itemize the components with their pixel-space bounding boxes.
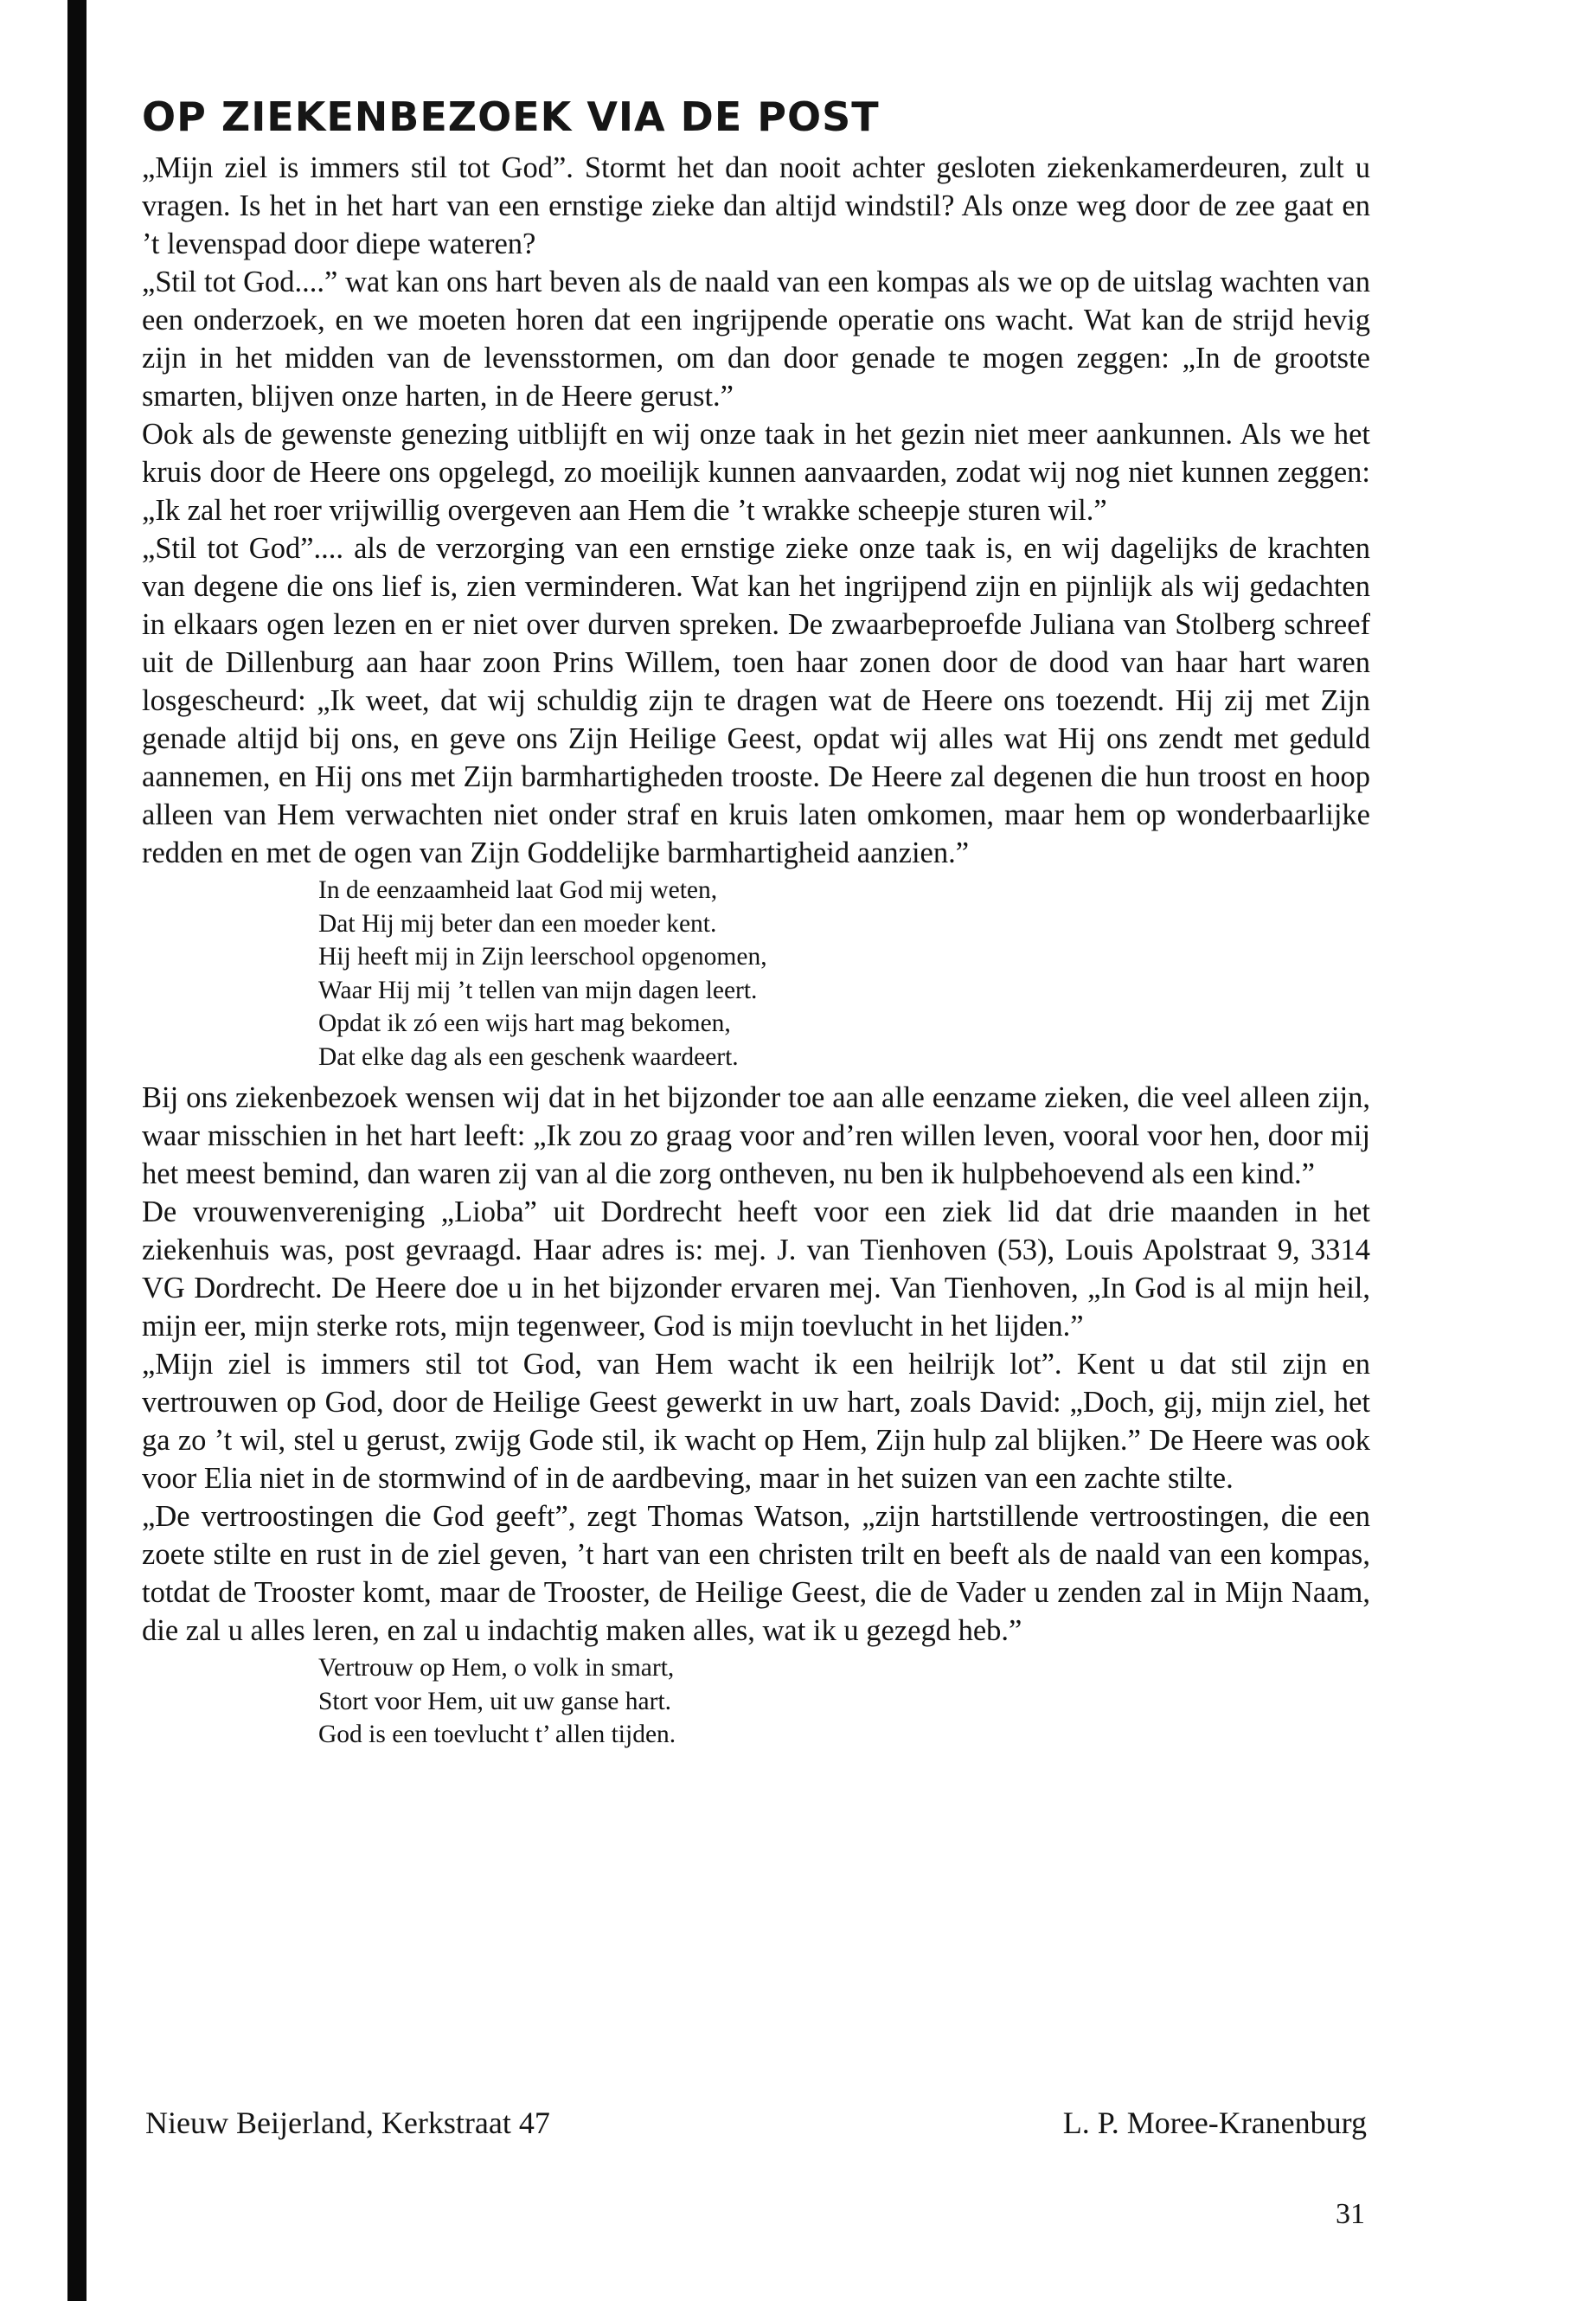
paragraph-5: Bij ons ziekenbezoek wensen wij dat in het bijzonder toe aan alle eenzame zieken, die veel alleen zijn, waar misschien in het hart leeft: „Ik zou zo graag voor and’ren willen leven, vooral voor hen, door mij het meest bemind, dan waren zij van al die zorg ontheven, nu ben ik hulpbehoevend als een kind.” (142, 1081, 1370, 1190)
poem-line: Dat Hij mij beter dan een moeder kent. (318, 909, 717, 938)
poem-line: Dat elke dag als een geschenk waardeert. (318, 1042, 739, 1071)
poem-line: Hij heeft mij in Zijn leerschool opgenomen, (318, 943, 767, 971)
poem-eenzaamheid (318, 874, 1370, 1074)
paragraph-8: „De vertroostingen die God geeft”, zegt Thomas Watson, „zijn hartstillende vertroostingen, die een zoete stilte en rust in de ziel geven, ’t hart van een christen trilt en beeft als de naald van een kompas, totdat de Trooster komt, maar de Trooster, de Heilige Geest, die de Vader u zenden zal in Mijn Naam, die zal u alles leren, en zal u indachtig maken alles, wat ik u gezegd heb.” (142, 1500, 1370, 1647)
poem-line: Opdat ik zó een wijs hart mag bekomen, (318, 1009, 731, 1037)
poem-line: Stort voor Hem, uit uw ganse hart. (318, 1687, 672, 1715)
poem-line: In de eenzaamheid laat God mij weten, (318, 876, 718, 904)
paragraph-4: „Stil tot God”.... als de verzorging van een ernstige zieke onze taak is, en wij dagelijks de krachten van degene die ons lief is, zien verminderen. Wat kan het ingrijpend zijn en pijnlijk als wij gedachten in elkaars ogen lezen en er niet over durven spreken. De zwaarbeproefde Juliana van Stolberg schreef uit de Dillenburg aan haar zoon Prins Willem, toen haar zonen door de dood van haar hart waren losgescheurd: „Ik weet, dat wij schuldig zijn te dragen wat de Heere ons toezendt. Hij zij met Zijn genade altijd bij ons, en geve ons Zijn Heilige Geest, opdat wij alles wat Hij ons zendt met geduld aannemen, en Hij ons met Zijn barmhartigheden trooste. De Heere zal degenen die hun troost en hoop alleen van Hem verwachten niet onder straf en kruis laten omkomen, maar hem op wonderbaarlijke redden en met de ogen van Zijn Goddelijke barmhartigheid aanzien.” (142, 532, 1370, 869)
paragraph-6: De vrouwenvereniging „Lioba” uit Dordrecht heeft voor een ziek lid dat drie maanden in het ziekenhuis was, post gevraagd. Haar adres is: mej. J. van Tienhoven (53), Louis Apolstraat 9, 3314 VG Dordrecht. De Heere doe u in het bijzonder ervaren mej. Van Tienhoven, „In God is al mijn heil, mijn eer, mijn sterke rots, mijn tegenweer, God is mijn toevlucht in het lijden.” (142, 1195, 1370, 1343)
paragraph-1: „Mijn ziel is immers stil tot God”. Stormt het dan nooit achter gesloten ziekenkamerdeuren, zult u vragen. Is het in het hart van een ernstige zieke dan altijd windstil? Als onze weg door de zee gaat en ’t levenspad door diepe wateren? (142, 151, 1370, 260)
signature-place: Nieuw Beijerland, Kerkstraat 47 (145, 2106, 550, 2140)
poem-line: Waar Hij mij ’t tellen van mijn dagen leert. (318, 976, 758, 1004)
binding-edge (67, 0, 87, 2301)
page-number: 31 (1336, 2198, 1365, 2230)
poem-line: Vertrouw op Hem, o volk in smart, (318, 1654, 675, 1682)
paragraph-3: Ook als de gewenste genezing uitblijft en wij onze taak in het gezin niet meer aankunnen. Als we het kruis door de Heere ons opgelegd, zo moeilijk kunnen aanvaarden, zodat wij nog niet kunnen zeggen: „Ik zal het roer vrijwillig overgeven aan Hem die ’t wrakke scheepje sturen wil.” (142, 418, 1370, 527)
poem-line: God is een toevlucht t’ allen tijden. (318, 1721, 676, 1748)
poem-vertrouw (318, 1651, 1370, 1752)
signature-author: L. P. Moree-Kranenburg (1062, 2106, 1367, 2140)
article-title: OP ZIEKENBEZOEK VIA DE POST (142, 93, 880, 140)
signature-block (145, 2102, 1367, 2144)
paragraph-2: „Stil tot God....” wat kan ons hart beven als de naald van een kompas als we op de uitslag wachten van een onderzoek, en we moeten horen dat een ingrijpende operatie ons wacht. Wat kan de strijd hevig zijn in het midden van de levensstormen, om dan door genade te mogen zeggen: „In de grootste smarten, blijven onze harten, in de Heere gerust.” (142, 266, 1370, 413)
paragraph-7: „Mijn ziel is immers stil tot God, van Hem wacht ik een heilrijk lot”. Kent u dat stil zijn en vertrouwen op God, door de Heilige Geest gewerkt in uw hart, zoals David: „Doch, gij, mijn ziel, het ga zo ’t wil, stel u gerust, zwijg Gode stil, ik wacht op Hem, Zijn hulp zal blijken.” De Heere was ook voor Elia niet in de stormwind of in de aardbeving, maar in het suizen van een zachte stilte. (142, 1348, 1370, 1495)
article-body (142, 90, 1370, 1757)
